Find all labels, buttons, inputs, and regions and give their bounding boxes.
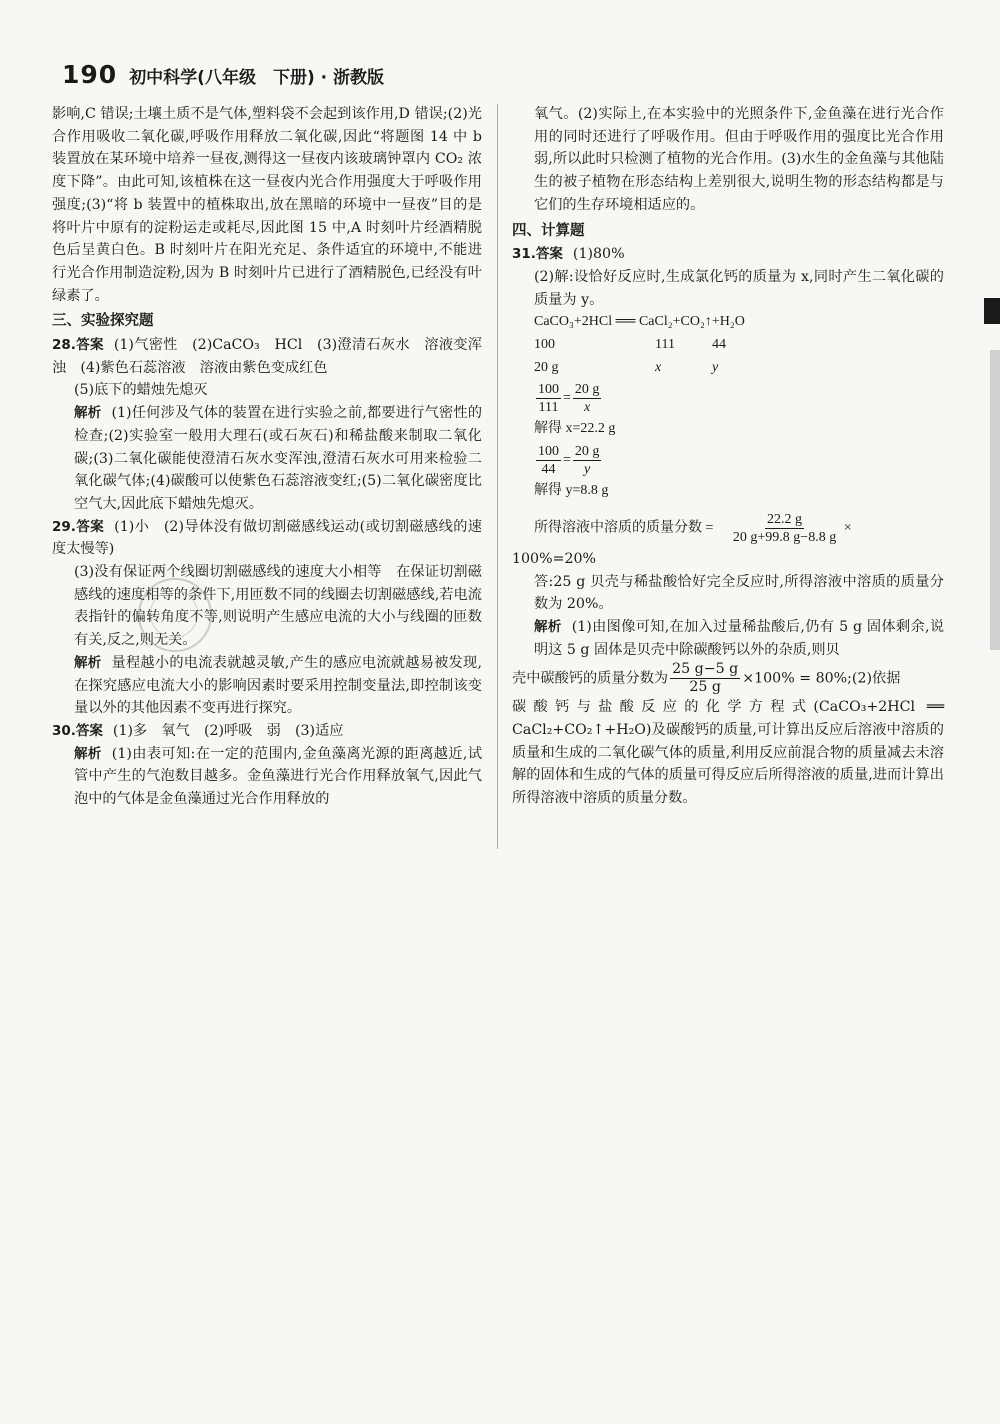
page-header bbox=[62, 60, 384, 94]
analysis-tag: 解析 bbox=[74, 654, 102, 671]
fraction-numerator: 20 g bbox=[574, 382, 600, 398]
analysis-text: 量程越小的电流表就越灵敏,产生的感应电流就越易被发现,在探究感应电流大小的影响因素时要采用控制变量法,即控制该变量以外的其他因素不变再进行探究。 bbox=[74, 654, 483, 717]
ratio-row bbox=[534, 357, 944, 380]
section-heading-experiment: 三、实验探究题 bbox=[52, 313, 154, 330]
page-edge-shadow bbox=[990, 350, 1000, 650]
fraction-denominator: y bbox=[584, 462, 591, 478]
question-30 bbox=[52, 720, 482, 811]
fraction-denominator: x bbox=[584, 400, 591, 416]
result-text: 100%=20% bbox=[512, 550, 596, 567]
analysis-tag: 解析 bbox=[74, 405, 102, 422]
answer-tag: 答案 bbox=[75, 518, 105, 535]
proportion-x: $\frac{100}{111}$ = $\frac{20 g}{x}$ bbox=[538, 382, 600, 416]
value: x bbox=[655, 359, 662, 375]
analysis-text: 碳酸钙与盐酸反应的化学方程式(CaCO₃+2HCl ══ CaCl₂+CO₂↑+H₂O)及碳酸钙的质量,可计算出反应后溶液中溶质的质量和生成的二氧化碳气体的质量,利用反应前混合物的质量减去未溶解的固体和生成的气体的质量可得反应后所得溶液的质量,进而计算出所得溶液中溶质的质量分数。 bbox=[512, 699, 944, 807]
fraction-denominator: 44 bbox=[541, 462, 556, 478]
value: 111 bbox=[655, 337, 675, 353]
analysis-tag: 解析 bbox=[534, 618, 562, 635]
right-column bbox=[512, 103, 944, 810]
analysis-text: (1)由图像可知,在加入过量稀盐酸后,仍有 5 g 固体剩余,说明这 5 g 固体是贝壳中除碳酸钙以外的杂质,则贝 bbox=[534, 618, 945, 658]
answer-tag: 答案 bbox=[75, 722, 103, 739]
answer-tag: 答案 bbox=[75, 337, 104, 354]
answer-text: (3)没有保证两个线圈切割磁感线的速度大小相等 在保证切割磁感线的速度相等的条件下,用匝数不同的线圈去切割磁感线,若电流表指针的偏转角度不等,则说明产生感应电流的大小与线圈的匝数有关,反之,则无关。 bbox=[74, 564, 482, 649]
fraction-numerator: 22.2 g bbox=[767, 511, 803, 527]
answer-text: (1)80% bbox=[572, 246, 625, 263]
value: 100 bbox=[534, 337, 555, 353]
answer-text: (1)气密性 (2)CaCO₃ HCl (3)澄清石灰水 溶液变浑浊 (4)紫色石蕊溶液 溶液由紫色变成红色 bbox=[52, 337, 482, 376]
proportion-y: $\frac{100}{44}$ = $\frac{20 g}{y}$ bbox=[538, 444, 600, 478]
column-divider bbox=[497, 104, 498, 849]
fraction-numerator: 25 g−5 g bbox=[672, 661, 739, 678]
question-29 bbox=[52, 516, 482, 720]
formula-label: 所得溶液中溶质的质量分数 = bbox=[534, 520, 714, 536]
multiply-sign: × bbox=[843, 520, 852, 536]
question-number: 31. bbox=[512, 246, 536, 263]
answer-text: (1)小 (2)导体没有做切割磁感线运动(或切割磁感线的速度太慢等) bbox=[52, 518, 482, 558]
book-title: 初中科学(八年级 下册) · 浙教版 bbox=[129, 68, 385, 88]
page-edge-tab bbox=[984, 298, 1000, 324]
analysis-text: (1)由表可知:在一定的范围内,金鱼藻离光源的距离越近,试管中产生的气泡数目越多。金鱼藻进行光合作用释放氧气,因此气泡中的气体是金鱼藻通过光合作用释放的 bbox=[74, 745, 483, 808]
page-number: 190 bbox=[62, 60, 118, 89]
ratio-row bbox=[534, 334, 944, 357]
continued-analysis: 氧气。(2)实际上,在本实验中的光照条件下,金鱼藻在进行光合作用的同时还进行了呼吸作用。但由于呼吸作用的强度比光合作用弱,所以此时只检测了植物的光合作用。(3)水生的金鱼藻与其他陆生的被子植物在形态结构上差别很大,说明生物的形态结构都是与它们的生存环境相适应的。 bbox=[534, 106, 944, 213]
analysis-tag: 解析 bbox=[74, 745, 102, 762]
solution-x: 解得 x=22.2 g bbox=[534, 421, 616, 437]
analysis-text: 壳中碳酸钙的质量分数为 $\frac{25 g-5 g}{25 g}$ ×100% = 80%;(2)依据 bbox=[512, 661, 901, 696]
fraction-denominator: 111 bbox=[538, 400, 559, 416]
fraction-numerator: 100 bbox=[538, 382, 559, 398]
question-31 bbox=[512, 243, 944, 810]
value: y bbox=[712, 359, 719, 375]
answer-text: (2)解:设恰好反应时,生成氯化钙的质量为 x,同时产生二氧化碳的质量为 y。 bbox=[534, 268, 944, 308]
answer-tag: 答案 bbox=[535, 246, 563, 263]
left-column bbox=[52, 103, 482, 811]
fraction-numerator: 20 g bbox=[574, 444, 600, 460]
answer-text: (5)底下的蜡烛先熄灭 bbox=[74, 382, 208, 399]
value: 20 g bbox=[534, 359, 559, 375]
fraction-denominator: 25 g bbox=[689, 679, 721, 696]
fraction-numerator: 100 bbox=[538, 444, 559, 460]
question-number: 29. bbox=[52, 518, 76, 535]
analysis-text: (1)任何涉及气体的装置在进行实验之前,都要进行气密性的检查;(2)实验室一般用大理石(或石灰石)和稀盐酸来制取二氧化碳;(3)二氧化碳能使澄清石灰水变浑浊,澄清石灰水可用来检验二氧化碳气体;(4)碳酸可以使紫色石蕊溶液变红;(5)二氧化碳密度比空气大,因此底下蜡烛先熄灭。 bbox=[74, 405, 483, 512]
chemical-equation: CaCO₃+2HCl ══ CaCl₂+CO₂↑+H₂O bbox=[534, 314, 745, 330]
answer-text: (1)多 氧气 (2)呼吸 弱 (3)适应 bbox=[112, 722, 344, 739]
question-28 bbox=[52, 334, 482, 516]
continued-analysis: 影响,C 错误;土壤土质不是气体,塑料袋不会起到该作用,D 错误;(2)光合作用吸收二氧化碳,呼吸作用释放二氧化碳,因此“将题图 14 中 b 装置放在某环境中培养一昼夜,测得这一昼夜内该玻璃钟罩内 CO₂ 浓度下降”。由此可知,该植株在这一昼夜内光合作用强度大于呼吸作用强度;(3)“将 b 装置中的植株取出,放在黑暗的环境中一昼夜”目的是将叶片中原有的淀粉运走或耗尽,因此图 15 中,A 时刻叶片经酒精脱色后呈黄白色。B 时刻叶片在阳光充足、条件适宜的环境中,不能进行光合作用制造淀粉,因为 B 时刻叶片已进行了酒精脱色,已经没有叶绿素了。 bbox=[52, 106, 482, 304]
value: 44 bbox=[712, 337, 726, 353]
stamp-mark bbox=[138, 578, 212, 652]
calculation-block bbox=[512, 311, 944, 546]
solution-y: 解得 y=8.8 g bbox=[534, 483, 609, 499]
mass-fraction-formula bbox=[534, 511, 944, 546]
question-number: 28. bbox=[52, 337, 76, 354]
fraction-denominator: 20 g+99.8 g−8.8 g bbox=[732, 529, 837, 545]
reply-text: 答:25 g 贝壳与稀盐酸恰好完全反应时,所得溶液中溶质的质量分数为 20%。 bbox=[534, 573, 944, 613]
question-number: 30. bbox=[52, 722, 76, 739]
section-heading-calculation: 四、计算题 bbox=[512, 222, 585, 239]
